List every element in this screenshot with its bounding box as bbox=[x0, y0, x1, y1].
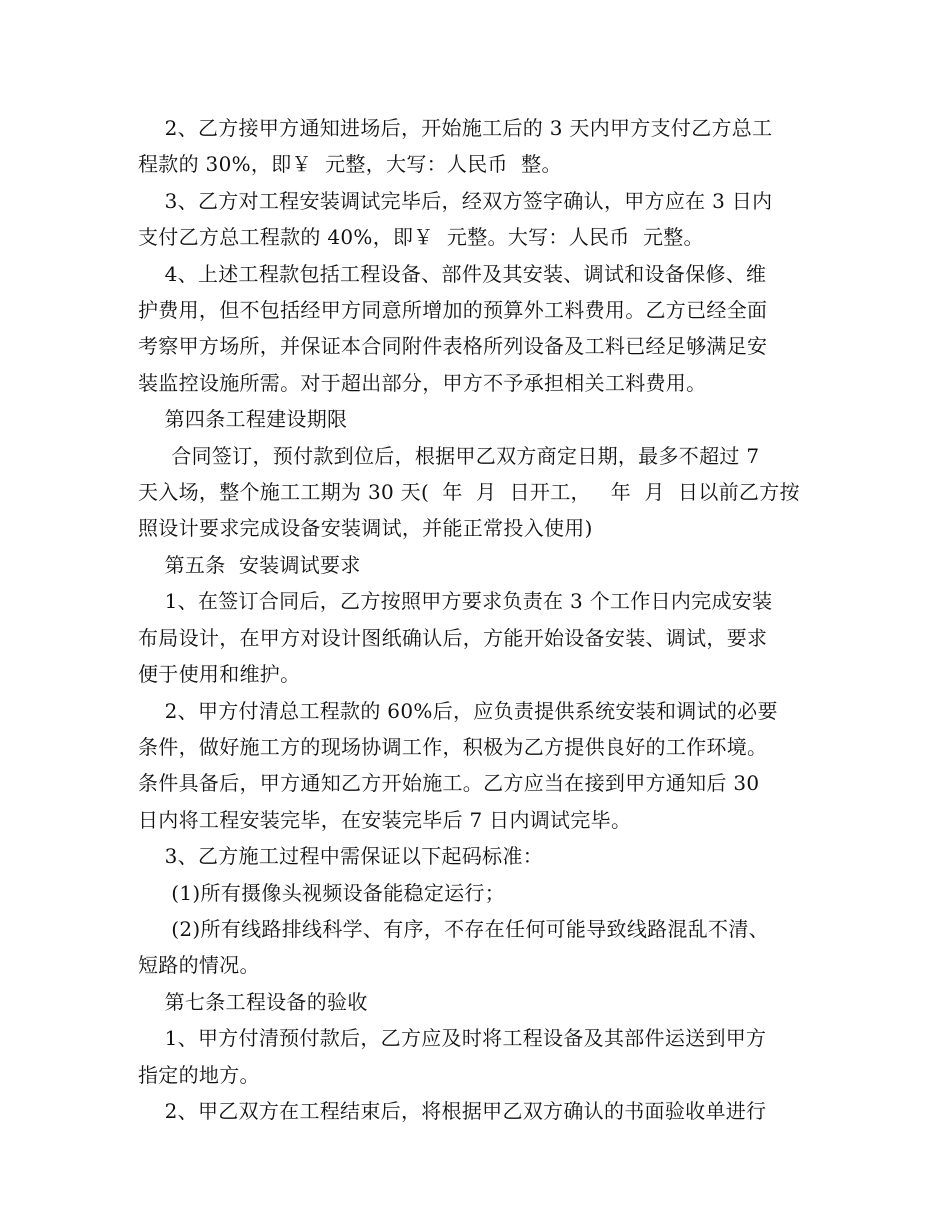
section-heading: 第七条工程设备的验收 bbox=[138, 989, 368, 1014]
text-line: 便于使用和维护。 bbox=[138, 662, 301, 687]
text-line: 天入场，整个施工工期为 30 天( 年 月 日开工， 年 月 日以前乙方按 bbox=[138, 480, 800, 505]
text-line: 2、甲方付清总工程款的 60%后，应负责提供系统安装和调试的必要 bbox=[138, 698, 778, 723]
text-line: 支付乙方总工程款的 40%，即￥ 元整。大写：人民币 元整。 bbox=[138, 225, 704, 250]
text-line: 3、乙方对工程安装调试完毕后，经双方签字确认，甲方应在 3 日内 bbox=[138, 188, 773, 213]
text-line: 1、在签订合同后，乙方按照甲方要求负责在 3 个工作日内完成安装 bbox=[138, 589, 773, 614]
text-line: 条件，做好施工方的现场协调工作，积极为乙方提供良好的工作环境。 bbox=[138, 734, 768, 759]
text-line: 日内将工程安装完毕，在安装完毕后 7 日内调试完毕。 bbox=[138, 807, 632, 832]
text-line: 短路的情况。 bbox=[138, 953, 260, 978]
text-line: 条件具备后，甲方通知乙方开始施工。乙方应当在接到甲方通知后 30 bbox=[138, 771, 760, 796]
text-line: (2)所有线路排线科学、有序，不存在任何可能导致线路混乱不清、 bbox=[138, 916, 769, 941]
text-line: 装监控设施所需。对于超出部分，甲方不予承担相关工料费用。 bbox=[138, 370, 707, 395]
text-line: (1)所有摄像头视频设备能稳定运行； bbox=[138, 880, 506, 905]
text-line: 1、甲方付清预付款后，乙方应及时将工程设备及其部件运送到甲方 bbox=[138, 1026, 767, 1051]
document-body bbox=[138, 110, 814, 1129]
text-line: 程款的 30%，即￥ 元整，大写：人民币 整。 bbox=[138, 152, 562, 177]
text-line: 布局设计，在甲方对设计图纸确认后，方能开始设备安装、调试，要求 bbox=[138, 625, 768, 650]
text-line: 指定的地方。 bbox=[138, 1062, 260, 1087]
text-line: 照设计要求完成设备安装调试，并能正常投入使用) bbox=[138, 516, 593, 541]
section-heading: 第五条 安装调试要求 bbox=[138, 552, 361, 577]
text-line: 护费用，但不包括经甲方同意所增加的预算外工料费用。乙方已经全面 bbox=[138, 298, 768, 323]
text-line: 4、上述工程款包括工程设备、部件及其安装、调试和设备保修、维 bbox=[138, 261, 767, 286]
text-line: 2、乙方接甲方通知进场后，开始施工后的 3 天内甲方支付乙方总工 bbox=[138, 116, 773, 140]
text-line: 3、乙方施工过程中需保证以下起码标准： bbox=[138, 844, 544, 869]
text-line: 考察甲方场所，并保证本合同附件表格所列设备及工料已经足够满足安 bbox=[138, 334, 768, 359]
text-line: 合同签订，预付款到位后，根据甲乙双方商定日期，最多不超过 7 bbox=[138, 443, 760, 468]
section-heading: 第四条工程建设期限 bbox=[138, 407, 348, 432]
text-line: 2、甲乙双方在工程结束后，将根据甲乙双方确认的书面验收单进行 bbox=[138, 1098, 767, 1123]
